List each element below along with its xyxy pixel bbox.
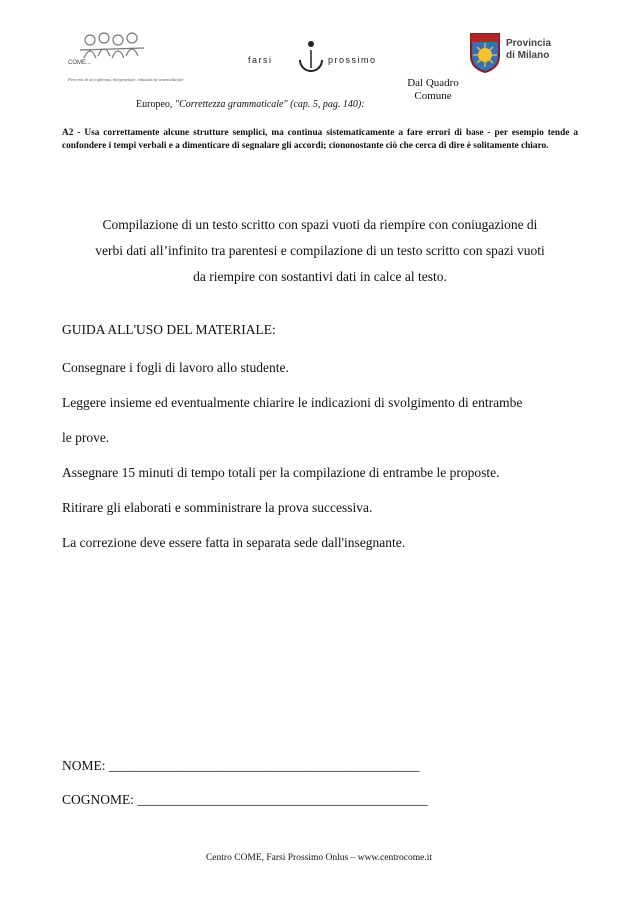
guide-heading: GUIDA ALL'USO DEL MATERIALE: bbox=[62, 322, 276, 337]
dal-quadro-line-2: Comune bbox=[414, 90, 452, 102]
europeo-citation: "Correttezza grammaticale" (cap. 5, pag. 140): bbox=[174, 99, 365, 110]
provincia-di-milano-logo bbox=[506, 38, 551, 62]
come-logo-subtitle: Percorsi di accoglienza, integrazione, educazione interculturale bbox=[68, 77, 184, 82]
come-logo-title: COME... bbox=[68, 60, 92, 66]
page-footer: Centro COME, Farsi Prossimo Onlus – www.centrocome.it bbox=[205, 853, 433, 863]
provincia-line-2: di Milano bbox=[506, 50, 550, 61]
guide-line-4: Assegnare 15 minuti di tempo totali per la compilazione di entrambe le proposte. bbox=[62, 465, 500, 480]
provincia-line-1: Provincia bbox=[506, 38, 552, 49]
guide-line-6: La correzione deve essere fatta in separata sede dall'insegnante. bbox=[62, 535, 406, 550]
guide-line-3: le prove. bbox=[62, 430, 110, 445]
nome-field[interactable]: NOME: ______________________________________________ bbox=[62, 758, 420, 773]
dal-quadro-line-1: Dal Quadro bbox=[407, 77, 459, 89]
provincia-crest-icon bbox=[468, 30, 502, 74]
europeo-prefix: Europeo, bbox=[136, 99, 175, 110]
title-line-2: verbi dati all’infinito tra parentesi e compilazione di un testo scritto con spazi vuoti bbox=[95, 243, 545, 258]
cognome-field[interactable]: COGNOME: ___________________________________________ bbox=[62, 792, 428, 807]
title-line-3: da riempire con sostantivi dati in calce al testo. bbox=[193, 269, 447, 284]
title-line-1: Compilazione di un testo scritto con spazi vuoti da riempire con coniugazione di bbox=[102, 217, 538, 232]
farsi-prossimo-logo-right: prossimo bbox=[328, 55, 377, 65]
dal-quadro-label bbox=[398, 77, 468, 103]
guide-line-2: Leggere insieme ed eventualmente chiarire le indicazioni di svolgimento di entrambe bbox=[62, 395, 523, 410]
level-descriptor: A2 - Usa correttamente alcune strutture semplici, ma continua sistematicamente a fare errori di base - per esempio tende a confondere i tempi verbali e a dimenticare di segnalare gli accordi; ciononostante ciò che cerca di dire è solitamente chiaro. bbox=[62, 128, 578, 151]
farsi-prossimo-mark-icon bbox=[296, 38, 326, 78]
guide-line-1: Consegnare i fogli di lavoro allo studente. bbox=[62, 360, 289, 375]
exercise-title bbox=[62, 212, 578, 290]
europeo-reference bbox=[136, 99, 365, 110]
farsi-prossimo-logo-left: farsi bbox=[248, 55, 273, 65]
guide-line-5: Ritirare gli elaborati e somministrare la prova successiva. bbox=[62, 500, 373, 515]
